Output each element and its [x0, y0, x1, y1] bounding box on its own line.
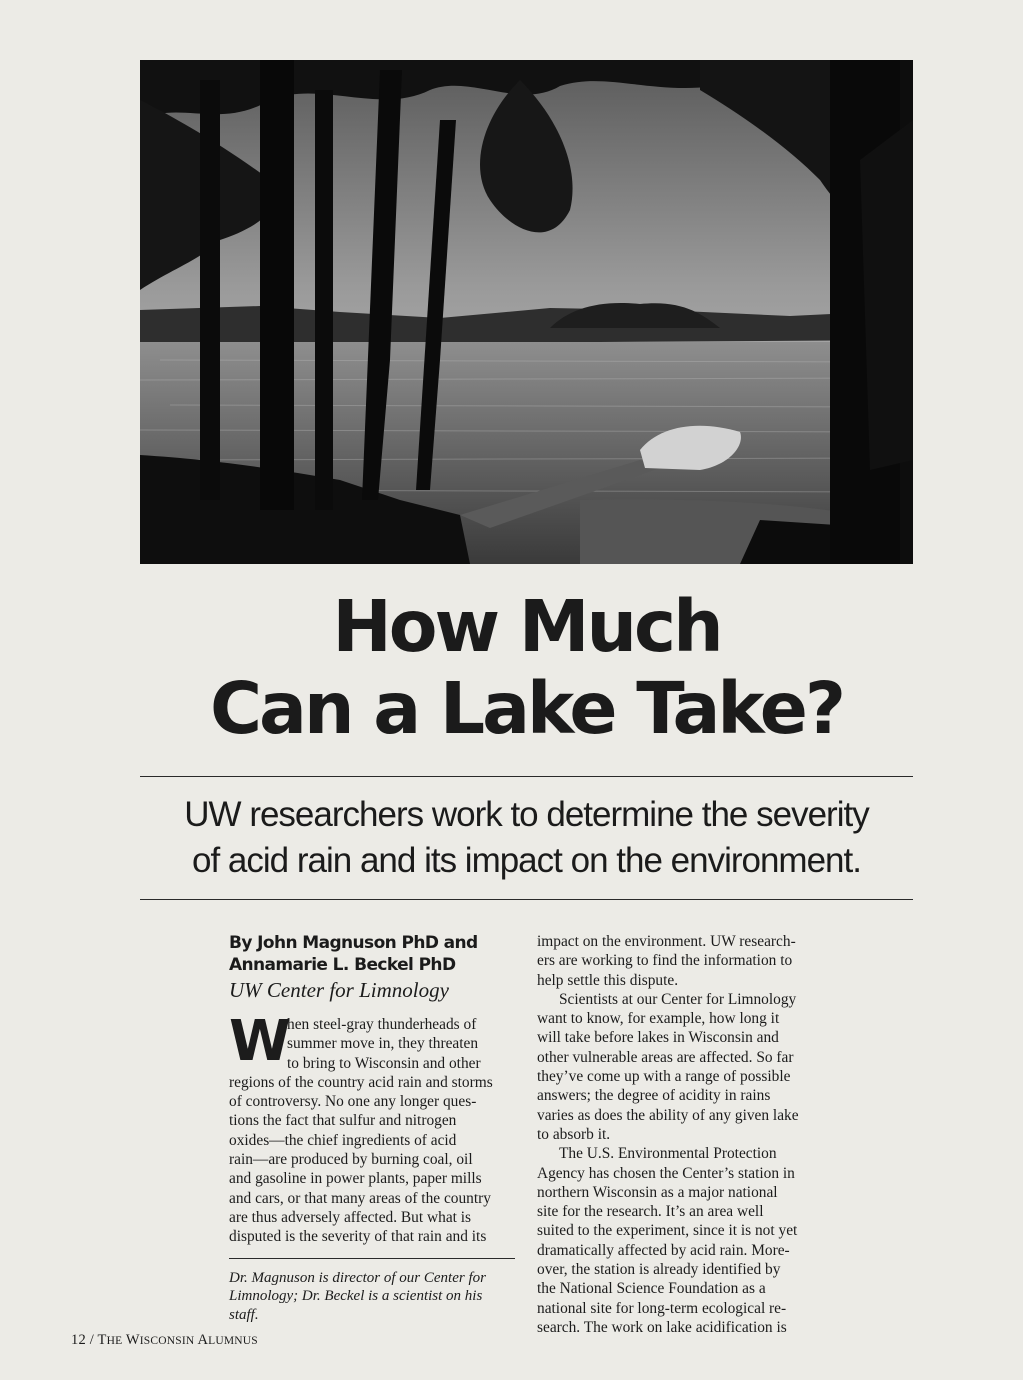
byline-line-1: By John Magnuson PhD and: [229, 933, 478, 953]
body-line: and gasoline in power plants, paper mills: [229, 1170, 482, 1188]
body-line: search. The work on lake acidification is: [537, 1318, 787, 1336]
body-line: over, the station is already identified by: [537, 1261, 781, 1279]
footer-t: T: [97, 1332, 107, 1348]
page-footer: [71, 1332, 258, 1349]
body-line: site for the research. It’s an area well: [537, 1203, 764, 1221]
page-number: 12 /: [71, 1332, 98, 1348]
author-note-line: staff.: [229, 1306, 259, 1323]
note-divider: [229, 1258, 515, 1259]
body-line: summer move in, they threaten: [287, 1035, 479, 1053]
body-line: oxides—the chief ingredients of acid: [229, 1131, 457, 1149]
footer-a: A: [194, 1332, 209, 1348]
author-note-line: Dr. Magnuson is director of our Center for: [229, 1269, 486, 1286]
author-note-line: Limnology; Dr. Beckel is a scientist on his: [229, 1288, 483, 1305]
body-line: want to know, for example, how long it: [537, 1010, 780, 1028]
body-line: are thus adversely affected. But what is: [229, 1208, 472, 1226]
column-1: [229, 932, 519, 1324]
body-line: the National Science Foundation as a: [537, 1280, 766, 1298]
body-text-col1: [229, 1009, 519, 1247]
column-2: [537, 932, 827, 1337]
body-line: rain—are produced by burning coal, oil: [229, 1151, 473, 1169]
footer-he: HE: [106, 1335, 123, 1347]
lake-photo: [140, 60, 913, 564]
byline-affiliation: UW Center for Limnology: [229, 978, 449, 1002]
headline-line-2: Can a Lake Take?: [209, 667, 844, 750]
author-note: [229, 1269, 519, 1325]
body-line: disputed is the severity of that rain and its: [229, 1228, 487, 1246]
body-line: of controversy. No one any longer ques-: [229, 1093, 477, 1111]
deck-line-2: of acid rain and its impact on the environment.: [192, 841, 861, 880]
body-line: dramatically affected by acid rain. More-: [537, 1241, 790, 1259]
body-line: they’ve come up with a range of possible: [537, 1068, 791, 1086]
byline-line-2: Annamarie L. Beckel PhD: [229, 955, 456, 975]
footer-w: W: [122, 1332, 140, 1348]
footer-isconsin: ISCONSIN: [139, 1335, 195, 1347]
headline: [140, 586, 913, 750]
byline: [229, 932, 519, 976]
body-line: northern Wisconsin as a major national: [537, 1183, 778, 1201]
headline-line-1: How Much: [332, 585, 721, 668]
footer-lumnus: LUMNUS: [208, 1335, 258, 1347]
body-line: other vulnerable areas are affected. So far: [537, 1048, 794, 1066]
body-line: to absorb it.: [537, 1125, 611, 1143]
body-line: Scientists at our Center for Limnology: [559, 990, 797, 1008]
body-line: The U.S. Environmental Protection: [559, 1145, 777, 1163]
body-line: impact on the environment. UW research-: [537, 933, 796, 950]
body-line: help settle this dispute.: [537, 971, 679, 989]
deck-line-1: UW researchers work to determine the severity: [184, 795, 869, 834]
lake-photo-icon: [140, 60, 913, 564]
body-line: ers are working to find the information to: [537, 952, 793, 970]
drop-cap: W: [229, 1009, 291, 1074]
body-line: and cars, or that many areas of the country: [229, 1189, 491, 1207]
divider-top: [140, 776, 913, 777]
divider-bottom: [140, 899, 913, 900]
body-line: Agency has chosen the Center’s station in: [537, 1164, 795, 1182]
body-line: hen steel-gray thunderheads of: [287, 1016, 477, 1033]
body-line: national site for long-term ecological re-: [537, 1299, 787, 1317]
body-line: will take before lakes in Wisconsin and: [537, 1029, 779, 1047]
body-line: answers; the degree of acidity in rains: [537, 1087, 771, 1105]
deck: [140, 792, 913, 884]
body-line: to bring to Wisconsin and other: [287, 1054, 481, 1072]
body-line: tions the fact that sulfur and nitrogen: [229, 1112, 457, 1130]
body-line: suited to the experiment, since it is not yet: [537, 1222, 798, 1240]
body-line: regions of the country acid rain and storms: [229, 1073, 493, 1091]
body-line: varies as does the ability of any given lake: [537, 1106, 799, 1124]
